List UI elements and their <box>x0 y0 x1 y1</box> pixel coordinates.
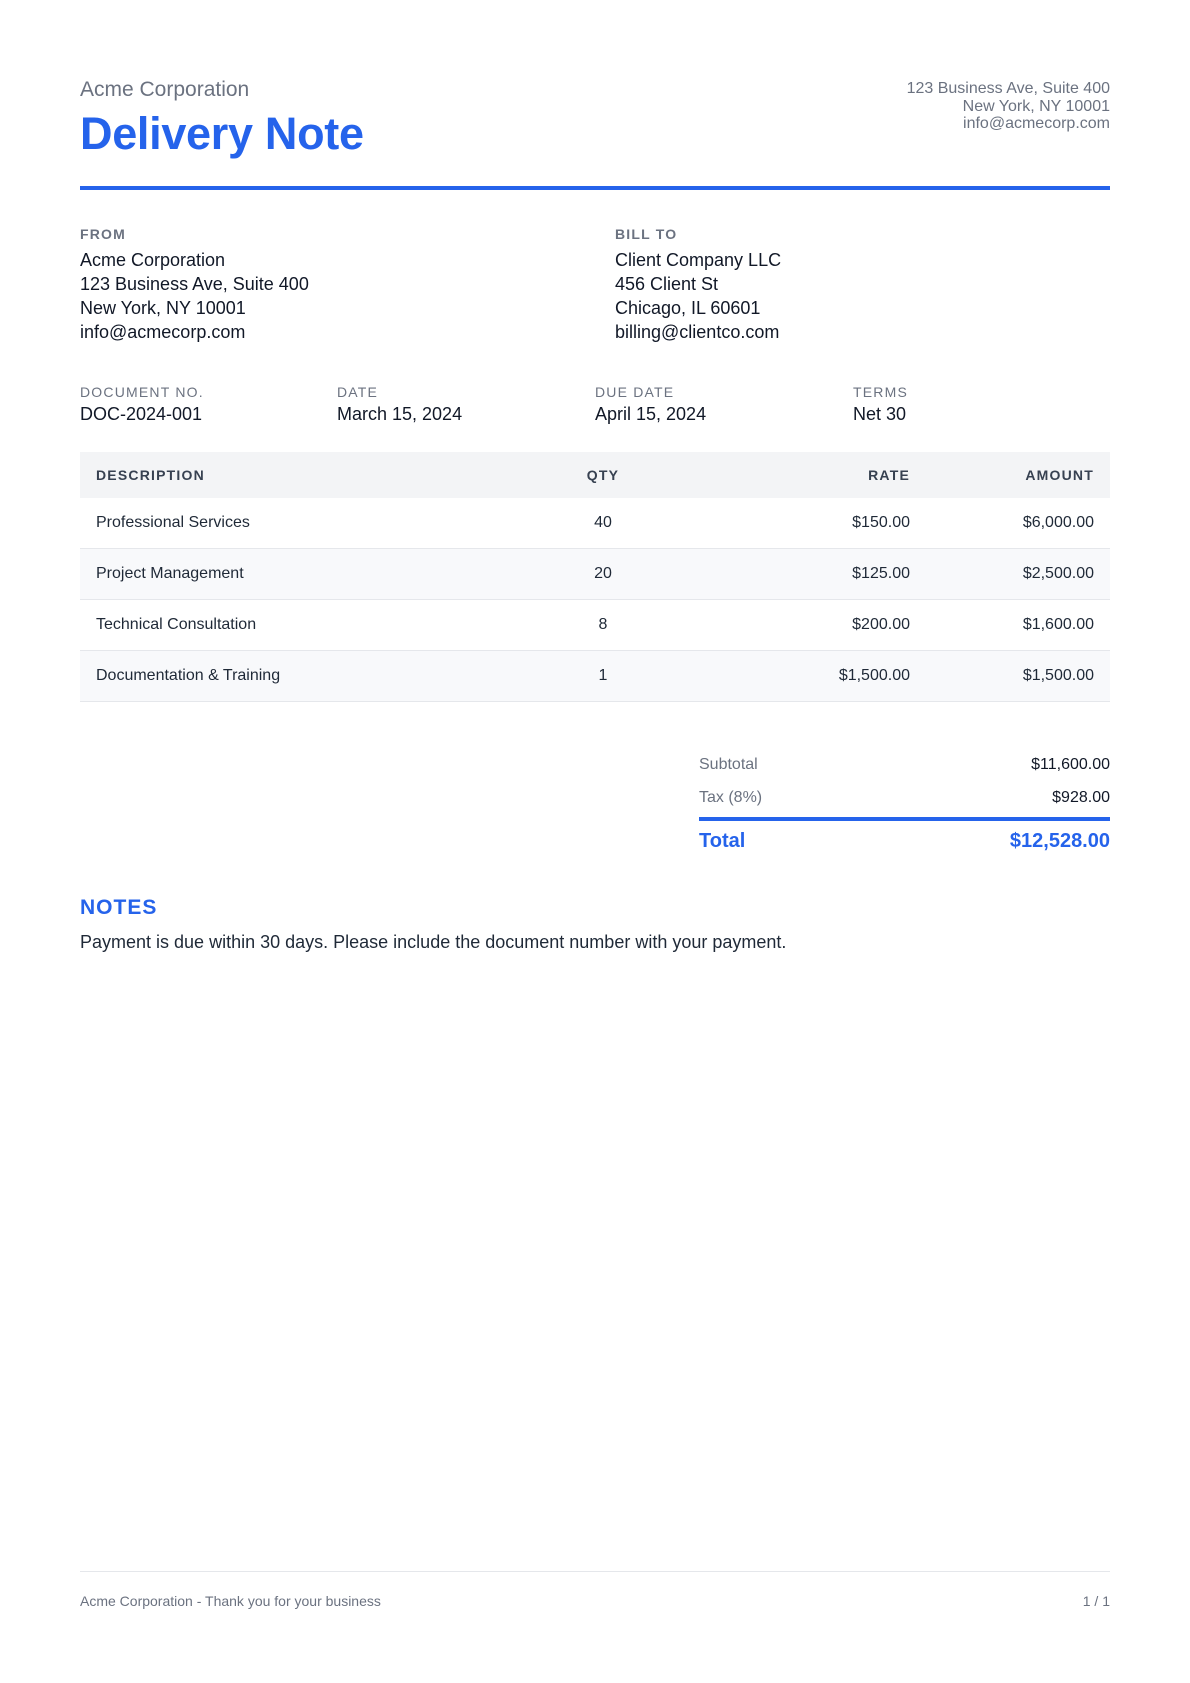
meta-value: April 15, 2024 <box>595 404 707 424</box>
bill-to-line: billing@clientco.com <box>615 322 780 342</box>
company-name: Acme Corporation <box>80 78 250 101</box>
address-line: 123 Business Ave, Suite 400 <box>906 80 1110 97</box>
document-header <box>80 78 1110 190</box>
delivery-note-page <box>80 0 1110 1683</box>
subtotal-label: Subtotal <box>699 756 758 773</box>
item-qty: 40 <box>512 498 694 549</box>
column-header-qty: QTY <box>512 452 694 498</box>
meta-document-no <box>80 384 330 425</box>
column-header-rate: RATE <box>694 452 926 498</box>
footer-text: Acme Corporation - Thank you for your business <box>80 1593 381 1609</box>
email-line: info@acmecorp.com <box>963 115 1110 132</box>
page-number: 1 / 1 <box>1082 1593 1110 1609</box>
table-row <box>80 600 1110 651</box>
meta-value: Net 30 <box>853 404 907 424</box>
total-label: Total <box>699 830 746 852</box>
item-description: Project Management <box>80 549 512 600</box>
notes-title: NOTES <box>80 896 158 919</box>
item-amount: $6,000.00 <box>926 498 1110 549</box>
item-description: Technical Consultation <box>80 600 512 651</box>
subtotal-row <box>699 750 1110 783</box>
from-label: FROM <box>80 226 127 242</box>
totals-section <box>699 750 1110 861</box>
from-line: Acme Corporation <box>80 250 226 270</box>
document-title: Delivery Note <box>80 108 364 159</box>
bill-to-section <box>615 226 1095 344</box>
from-line: info@acmecorp.com <box>80 322 246 342</box>
from-section <box>80 226 560 344</box>
company-address <box>907 80 1110 133</box>
meta-terms <box>853 384 1103 425</box>
tax-row <box>699 783 1110 816</box>
item-rate: $1,500.00 <box>694 651 926 702</box>
bill-to-line: Chicago, IL 60601 <box>615 298 761 318</box>
subtotal-value: $11,600.00 <box>1031 756 1110 773</box>
table-row <box>80 651 1110 702</box>
meta-label: DOCUMENT NO. <box>80 384 204 400</box>
table-row <box>80 498 1110 549</box>
tax-label: Tax (8%) <box>699 789 763 806</box>
meta-label: DUE DATE <box>595 384 675 400</box>
item-amount: $1,600.00 <box>926 600 1110 651</box>
item-amount: $1,500.00 <box>926 651 1110 702</box>
notes-section <box>80 896 1110 953</box>
meta-date <box>337 384 587 425</box>
item-rate: $200.00 <box>694 600 926 651</box>
document-meta <box>80 384 1110 429</box>
meta-label: DATE <box>337 384 379 400</box>
table-header-row <box>80 452 1110 498</box>
item-rate: $150.00 <box>694 498 926 549</box>
bill-to-line: 456 Client St <box>615 274 719 294</box>
line-items-table <box>80 452 1110 702</box>
column-header-amount: AMOUNT <box>926 452 1110 498</box>
meta-label: TERMS <box>853 384 908 400</box>
item-qty: 8 <box>512 600 694 651</box>
item-amount: $2,500.00 <box>926 549 1110 600</box>
address-line: New York, NY 10001 <box>962 97 1110 115</box>
from-line: New York, NY 10001 <box>80 298 246 318</box>
bill-to-line: Client Company LLC <box>615 250 782 270</box>
table-row <box>80 549 1110 600</box>
grand-total-row <box>699 821 1110 861</box>
meta-value: March 15, 2024 <box>337 404 463 424</box>
from-line: 123 Business Ave, Suite 400 <box>80 274 309 294</box>
tax-value: $928.00 <box>1052 789 1110 806</box>
item-rate: $125.00 <box>694 549 926 600</box>
item-description: Documentation & Training <box>80 651 512 702</box>
total-value: $12,528.00 <box>1009 830 1110 852</box>
meta-due-date <box>595 384 845 425</box>
bill-to-label: BILL TO <box>615 226 678 242</box>
meta-value: DOC-2024-001 <box>80 404 203 424</box>
item-qty: 20 <box>512 549 694 600</box>
notes-text: Payment is due within 30 days. Please include the document number with your payment. <box>80 932 787 952</box>
column-header-description: DESCRIPTION <box>80 452 512 498</box>
item-qty: 1 <box>512 651 694 702</box>
item-description: Professional Services <box>80 498 512 549</box>
page-footer <box>80 1571 1110 1612</box>
